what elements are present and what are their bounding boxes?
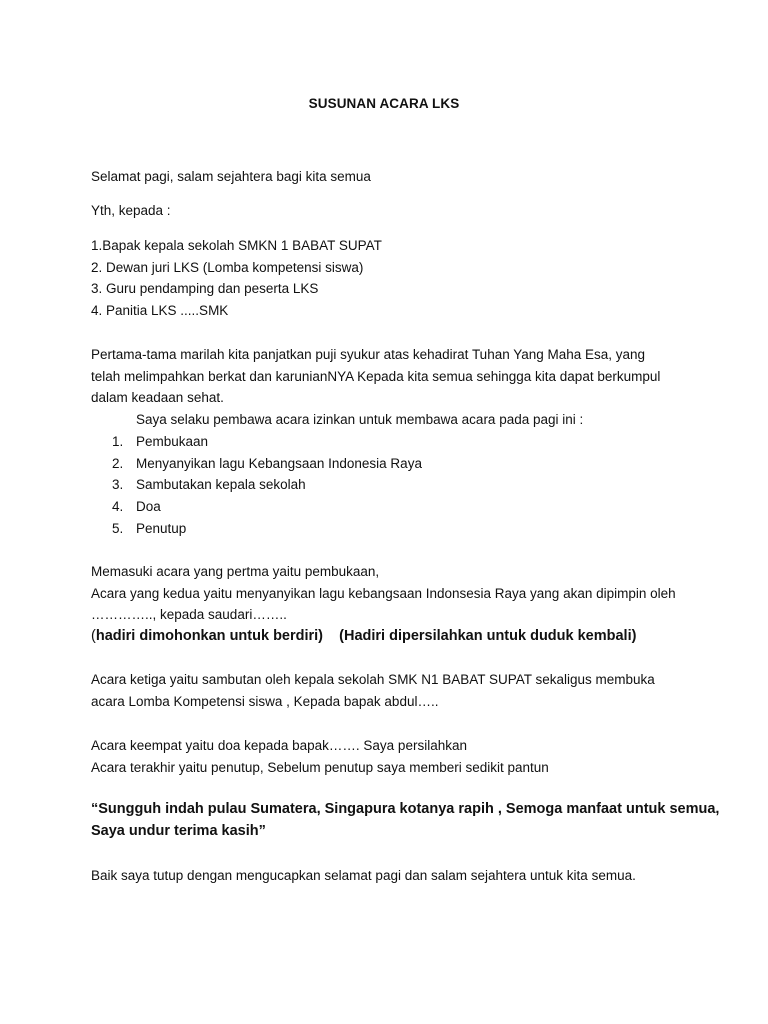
- agenda-number: 4.: [112, 498, 124, 514]
- agenda-label: Penutup: [136, 520, 187, 536]
- agenda-item: [91, 474, 681, 496]
- agenda-number: 1.: [112, 433, 124, 449]
- addressee-intro: [91, 200, 681, 222]
- paragraph-line: dalam keadaan sehat.: [91, 390, 224, 406]
- addressee-item: 3. Guru pendamping dan peserta LKS: [91, 281, 319, 297]
- agenda-list: [91, 431, 681, 540]
- open-paren: (: [91, 628, 96, 645]
- third-agenda-line: acara Lomba Kompetensi siswa , Kepada bapak abdul…..: [91, 693, 439, 709]
- agenda-item: [91, 431, 681, 453]
- agenda-label: Pembukaan: [136, 433, 209, 449]
- mc-intro: Saya selaku pembawa acara izinkan untuk membawa acara pada pagi ini :: [136, 412, 584, 428]
- direction-spacer: [323, 628, 339, 644]
- agenda-item: [91, 496, 681, 518]
- stage-directions: [91, 626, 681, 648]
- agenda-number: 2.: [112, 455, 124, 471]
- agenda-item: [91, 518, 681, 540]
- sit-direction: (Hadiri dipersilahkan untuk duduk kembali): [339, 628, 637, 645]
- pantun: [91, 799, 720, 842]
- agenda-number: 3.: [112, 477, 124, 493]
- fourth-agenda-text: Acara keempat yaitu doa kepada bapak……. Saya persilahkan: [91, 738, 467, 753]
- paragraph-line: Pertama-tama marilah kita panjatkan puji syukur atas kehadirat Tuhan Yang Maha Esa, yang: [91, 347, 646, 362]
- first-agenda-text: Memasuki acara yang pertma yaitu pembukaan,: [91, 564, 380, 579]
- opening-paragraph: [91, 344, 681, 539]
- second-agenda-line: Acara yang kedua yaitu menyanyikan lagu kebangsaan Indonsesia Raya yang akan dipimpin oleh: [91, 585, 676, 601]
- stand-direction: hadiri dimohonkan untuk berdiri): [95, 628, 324, 645]
- third-agenda-line: Acara ketiga yaitu sambutan oleh kepala sekolah SMK N1 BABAT SUPAT sekaligus membuka: [91, 672, 655, 687]
- addressee-intro-text: Yth, kepada :: [91, 203, 171, 218]
- addressee-list: [91, 235, 681, 322]
- second-agenda-line: ………….., kepada saudari……..: [91, 607, 287, 623]
- addressee-item: 4. Panitia LKS .....SMK: [91, 303, 229, 319]
- paragraph-line: telah melimpahkan berkat dan karunianNYA Kepada kita semua sehingga kita dapat berkumpul: [91, 368, 661, 384]
- closing: [91, 865, 681, 887]
- addressee-item: 1.Bapak kepala sekolah SMKN 1 BABAT SUPAT: [91, 238, 382, 253]
- greeting: [91, 166, 681, 188]
- addressee-item: 2. Dewan juri LKS (Lomba kompetensi siswa): [91, 259, 364, 275]
- greeting-text: Selamat pagi, salam sejahtera bagi kita semua: [91, 169, 371, 184]
- agenda-item: [91, 453, 681, 475]
- agenda-number: 5.: [112, 520, 124, 536]
- pantun-line: “Sungguh indah pulau Sumatera, Singapura kotanya rapih , Semoga manfaat untuk semua,: [91, 801, 720, 817]
- document-title: SUSUNAN ACARA LKS: [308, 96, 460, 111]
- fourth-last-agenda: [91, 735, 681, 778]
- closing-text: Baik saya tutup dengan mengucapkan selamat pagi dan salam sejahtera untuk kita semua.: [91, 868, 636, 883]
- first-second-agenda: [91, 561, 681, 648]
- agenda-label: Sambutakan kepala sekolah: [136, 477, 306, 493]
- last-agenda-text: Acara terakhir yaitu penutup, Sebelum penutup saya memberi sedikit pantun: [91, 759, 549, 775]
- agenda-label: Menyanyikan lagu Kebangsaan Indonesia Raya: [136, 455, 422, 471]
- agenda-label: Doa: [136, 498, 161, 514]
- pantun-line: Saya undur terima kasih”: [91, 822, 266, 839]
- third-agenda: [91, 669, 681, 712]
